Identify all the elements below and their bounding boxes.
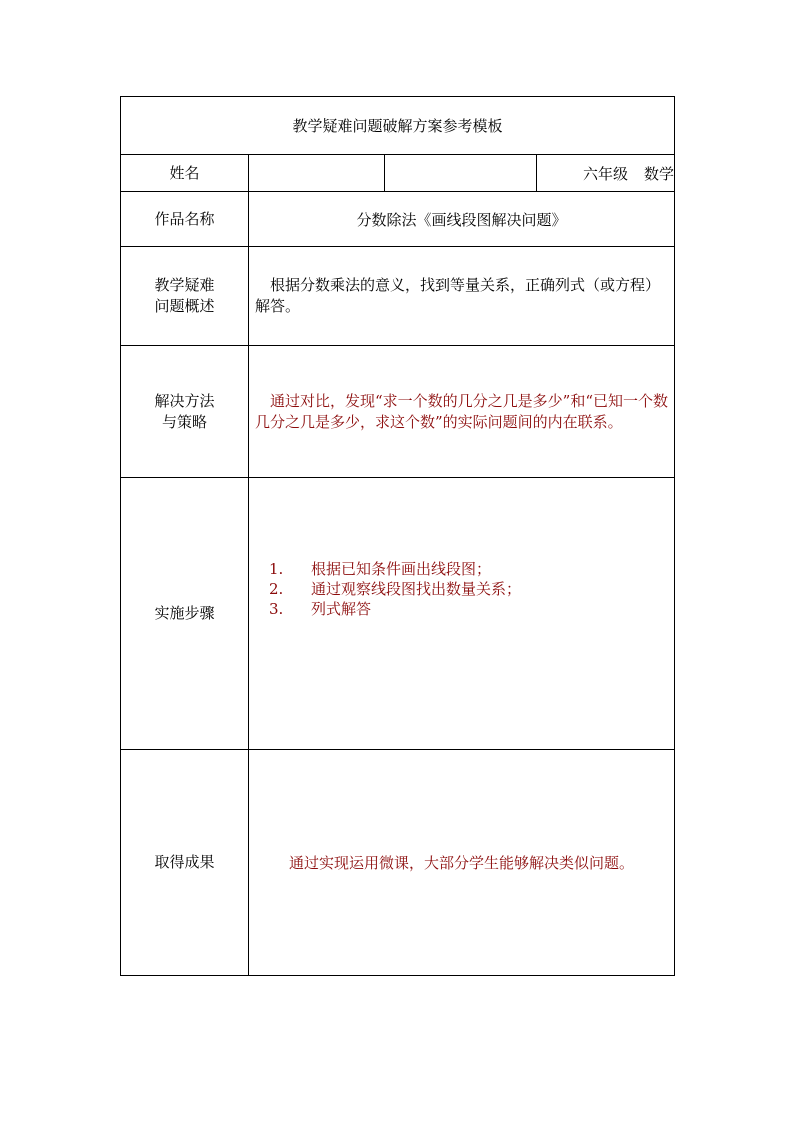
steps-label: 实施步骤 (121, 478, 249, 750)
problem-label (121, 247, 249, 346)
problem-cell (249, 247, 675, 346)
method-cell (249, 346, 675, 478)
list-item (269, 599, 674, 619)
steps-cell (249, 478, 675, 750)
result-text: 通过实现运用微课，大部分学生能够解决类似问题。 (249, 750, 675, 976)
step-number: 1. (269, 559, 284, 578)
problem-label-line1: 教学疑难 (154, 276, 215, 294)
method-text: 通过对比，发现“求一个数的几分之几是多少”和“已知一个数几分之几是多少，求这个数”的实际问题间的内在联系。 (255, 391, 669, 431)
subject-label: 数学 (644, 164, 675, 183)
steps-list (249, 559, 674, 619)
work-title-label: 作品名称 (121, 192, 249, 247)
plan-table (120, 96, 675, 976)
method-label-line2: 与策略 (161, 412, 207, 431)
document-title: 教学疑难问题破解方案参考模板 (121, 97, 675, 155)
name-value-cell (249, 155, 385, 192)
name-label: 姓名 (121, 155, 249, 192)
problem-text: 根据分数乘法的意义，找到等量关系，正确列式（或方程）解答。 (255, 276, 661, 315)
method-label (121, 346, 249, 478)
method-label-line1: 解决方法 (154, 391, 215, 410)
step-text: 通过观察线段图找出数量关系； (311, 579, 522, 598)
step-number: 2. (269, 579, 284, 598)
step-text: 根据已知条件画出线段图； (311, 559, 492, 578)
step-text: 列式解答 (311, 599, 372, 618)
list-item (269, 579, 674, 599)
problem-label-line2: 问题概述 (154, 297, 215, 315)
list-item (269, 559, 674, 579)
work-title-value: 分数除法《画线段图解决问题》 (249, 192, 675, 247)
grade-label: 六年级 (582, 164, 628, 183)
grade-subject-cell (537, 155, 675, 192)
step-number: 3. (269, 599, 284, 618)
result-label: 取得成果 (121, 750, 249, 976)
extra-value-cell (385, 155, 537, 192)
